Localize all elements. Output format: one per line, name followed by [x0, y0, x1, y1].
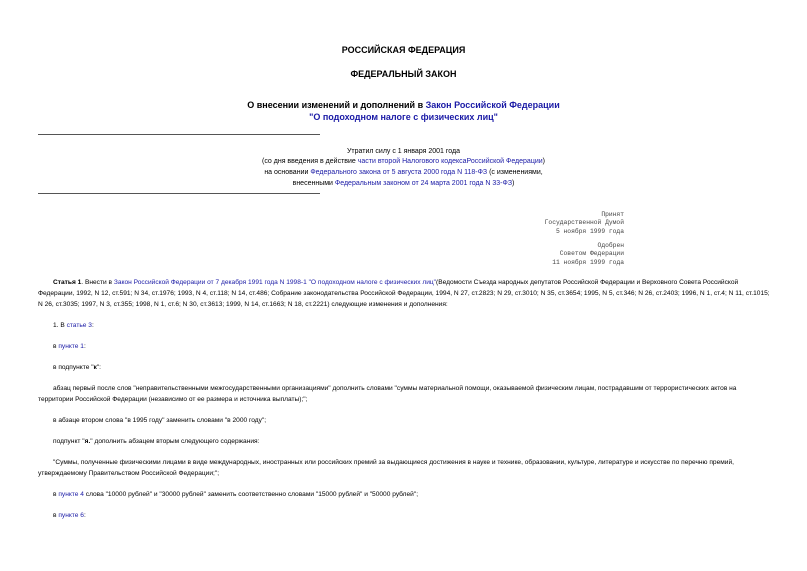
adoption-line: Советом Федерации	[559, 250, 624, 258]
subpoint-k	[53, 362, 101, 373]
fz-118-link[interactable]: Федерального закона от 5 августа 2000 года N 118-ФЗ	[310, 169, 488, 176]
point-4	[53, 489, 418, 500]
fz-33-link[interactable]: Федеральным законом от 24 марта 2001 года N 33-ФЗ	[334, 180, 513, 187]
status-text: )	[512, 180, 515, 187]
point-1-link[interactable]: пункте 1	[58, 343, 84, 350]
divider-bottom	[38, 193, 320, 194]
status-text: внесенными	[292, 180, 335, 187]
adoption-line: 5 ноября 1999 года	[555, 227, 624, 235]
status-line-2	[0, 158, 807, 165]
item-text: в	[53, 491, 59, 498]
item-text: :	[83, 343, 86, 350]
item-text: в подпункте "	[53, 364, 94, 371]
status-text: (со дня введения в действие	[262, 158, 358, 165]
status-expired: Утратил силу с 1 января 2001 года	[346, 148, 461, 155]
subpoint-letter: к	[93, 364, 97, 371]
status-text: на основании	[264, 169, 311, 176]
item-text: :	[91, 322, 94, 329]
item-text: " дополнить абзацем вторым следующего содержания:	[90, 438, 260, 445]
item-1	[53, 320, 94, 331]
item-text: слова "10000 рублей" и "30000 рублей" заменить соответственно словами "15000 рублей" и "50000 рублей";	[83, 491, 419, 498]
point-1	[53, 341, 86, 352]
item-text: :	[83, 512, 86, 519]
point-6	[53, 510, 86, 521]
article-intro: . Внести в	[81, 279, 114, 286]
country-heading: РОССИЙСКАЯ ФЕДЕРАЦИЯ	[341, 45, 466, 55]
law-1998-link[interactable]: Закон Российской Федерации от 7 декабря 1991 года N 1998-1 "О подоходном налоге с физических лиц"	[113, 279, 437, 286]
adoption-duma	[545, 211, 624, 236]
item-text: подпункт "	[53, 438, 85, 445]
law-link[interactable]: Закон Российской Федерации	[425, 100, 560, 110]
divider-top	[38, 134, 320, 135]
law-title-line2	[0, 112, 807, 122]
title-prefix: О внесении изменений и дополнений в	[247, 100, 426, 110]
paragraph-3	[53, 436, 259, 447]
status-text: (с изменениями,	[487, 169, 543, 176]
point-4-link[interactable]: пункте 4	[58, 491, 84, 498]
article-label: Статья 1	[53, 279, 82, 286]
law-type-heading: ФЕДЕРАЛЬНЫЙ ЗАКОН	[350, 69, 457, 79]
tax-code-link[interactable]: части второй Налогового кодексаРоссийской Федерации	[357, 158, 543, 165]
item-text: ":	[96, 364, 102, 371]
adoption-line: 11 ноября 1999 года	[552, 258, 624, 266]
item-text: 1. В	[53, 322, 67, 329]
status-text: )	[542, 158, 545, 165]
item-text: в	[53, 512, 59, 519]
article-1	[38, 277, 772, 310]
paragraph-2: в абзаце втором слова "в 1995 году" заменить словами "в 2000 году";	[53, 417, 267, 424]
item-text: в	[53, 343, 59, 350]
point-6-link[interactable]: пункте 6	[58, 512, 84, 519]
quote-paragraph: "Суммы, полученные физическими лицами в виде международных, иностранных или российских премий за выдающиеся достижения в науке и технике, образовании, культуре, литературе и искусстве по перечню премий, утверждаемому Правительством Российской Федерации;";	[38, 459, 734, 477]
article-3-link[interactable]: статье 3	[66, 322, 92, 329]
status-line-4	[0, 180, 807, 187]
subpoint-letter: я.	[84, 438, 91, 445]
adoption-line: Одобрен	[597, 242, 624, 249]
paragraph-1: абзац первый после слов "неправительственными межгосударственными организациями" дополнить словами "суммы материальной помощи, оказываемой физическим лицам, пострадавшим от террористических актов на территории Российской Федерации (независимо от ее размера и источника выплаты);";	[38, 385, 737, 403]
adoption-line: Государственной Думой	[544, 219, 624, 227]
adoption-council	[552, 242, 624, 267]
law-title	[0, 100, 807, 110]
adoption-line: Принят	[601, 211, 624, 218]
article-sources: (Ведомости Съезда народных депутатов Российской Федерации и Верховного Совета Российской Федерации, 1992, N 12, ст.591; N 34, ст.1976; 1993, N 4, ст.118; N 14, ст.486; Собрание законодательства Российской Федерации, 1994, N 27, ст.2823; N 29, ст.3010; N 35, ст.3654; 1995, N 5, ст.346; N 26, ст.2403; 1996, N 1, ст.4; N 11, ст.1015; N 26, ст.3035; 1997, N 3, ст.355; 1998, N 1, ст.6; N 30, ст.3613; 1999, N 14, ст.1663; N 18, ст.2221) следующие изменения и дополнения:	[38, 279, 770, 308]
status-line-3	[0, 169, 807, 176]
law-quote-link[interactable]: "О подоходном налоге с физических лиц"	[309, 112, 498, 122]
